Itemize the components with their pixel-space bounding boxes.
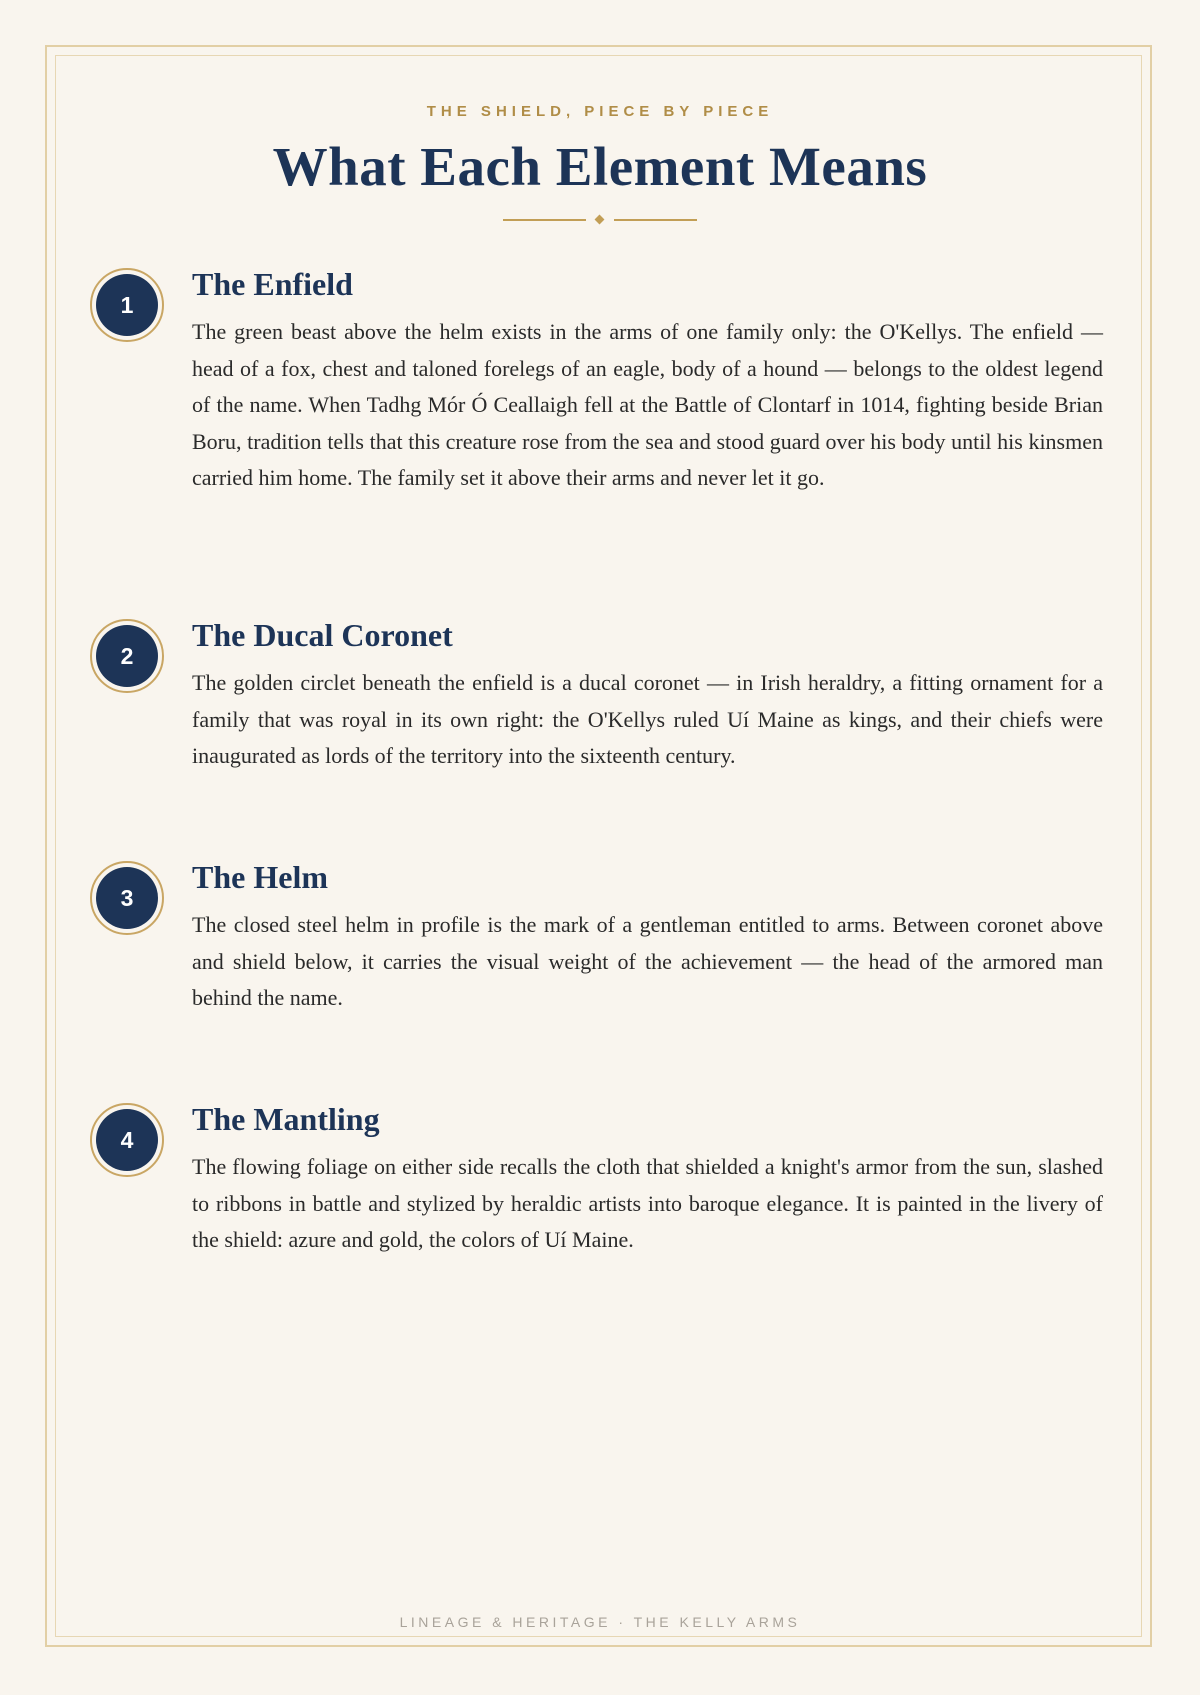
divider-diamond-icon bbox=[595, 215, 605, 225]
element-title: The Helm bbox=[192, 859, 328, 895]
element-title: The Mantling bbox=[192, 1101, 380, 1137]
number-badge-label: 2 bbox=[96, 625, 158, 687]
divider-line-right bbox=[614, 219, 697, 221]
number-badge bbox=[90, 1103, 164, 1177]
divider-line-left bbox=[503, 219, 586, 221]
page-title: What Each Element Means bbox=[272, 136, 928, 197]
section-eyebrow: THE SHIELD, PIECE BY PIECE bbox=[426, 103, 774, 120]
title-divider bbox=[503, 212, 697, 228]
element-description: The closed steel helm in profile is the mark of a gentleman entitled to arms. Between coronet above and shield below, it carries the visual weight of the achievement — the head of the armored man behind the name. bbox=[192, 912, 1103, 1010]
number-badge bbox=[90, 861, 164, 935]
element-title: The Ducal Coronet bbox=[192, 617, 453, 653]
number-badge-label: 4 bbox=[96, 1109, 158, 1171]
element-description: The green beast above the helm exists in the arms of one family only: the O'Kellys. The enfield — head of a fox, chest and taloned forelegs of an eagle, body of a hound — belongs to the oldest legend of the name. When Tadhg Mór Ó Ceallaigh fell at the Battle of Clontarf in 1014, fighting beside Brian Boru, tradition tells that this creature rose from the sea and stood guard over his body until his kinsmen carried him home. The family set it above their arms and never let it go. bbox=[192, 319, 1103, 490]
number-badge bbox=[90, 619, 164, 693]
element-title: The Enfield bbox=[192, 266, 353, 302]
number-badge-label: 1 bbox=[96, 274, 158, 336]
number-badge-label: 3 bbox=[96, 867, 158, 929]
element-description: The golden circlet beneath the enfield is a ducal coronet — in Irish heraldry, a fitting ornament for a family that was royal in its own right: the O'Kellys ruled Uí Maine as kings, and their chiefs were inaugurated as lords of the territory into the sixteenth century. bbox=[192, 670, 1103, 768]
number-badge bbox=[90, 268, 164, 342]
page-footer: LINEAGE & HERITAGE · THE KELLY ARMS bbox=[399, 1614, 801, 1630]
element-description: The flowing foliage on either side recalls the cloth that shielded a knight's armor from the sun, slashed to ribbons in battle and stylized by heraldic artists into baroque elegance. It is painted in the livery of the shield: azure and gold, the colors of Uí Maine. bbox=[192, 1154, 1103, 1252]
